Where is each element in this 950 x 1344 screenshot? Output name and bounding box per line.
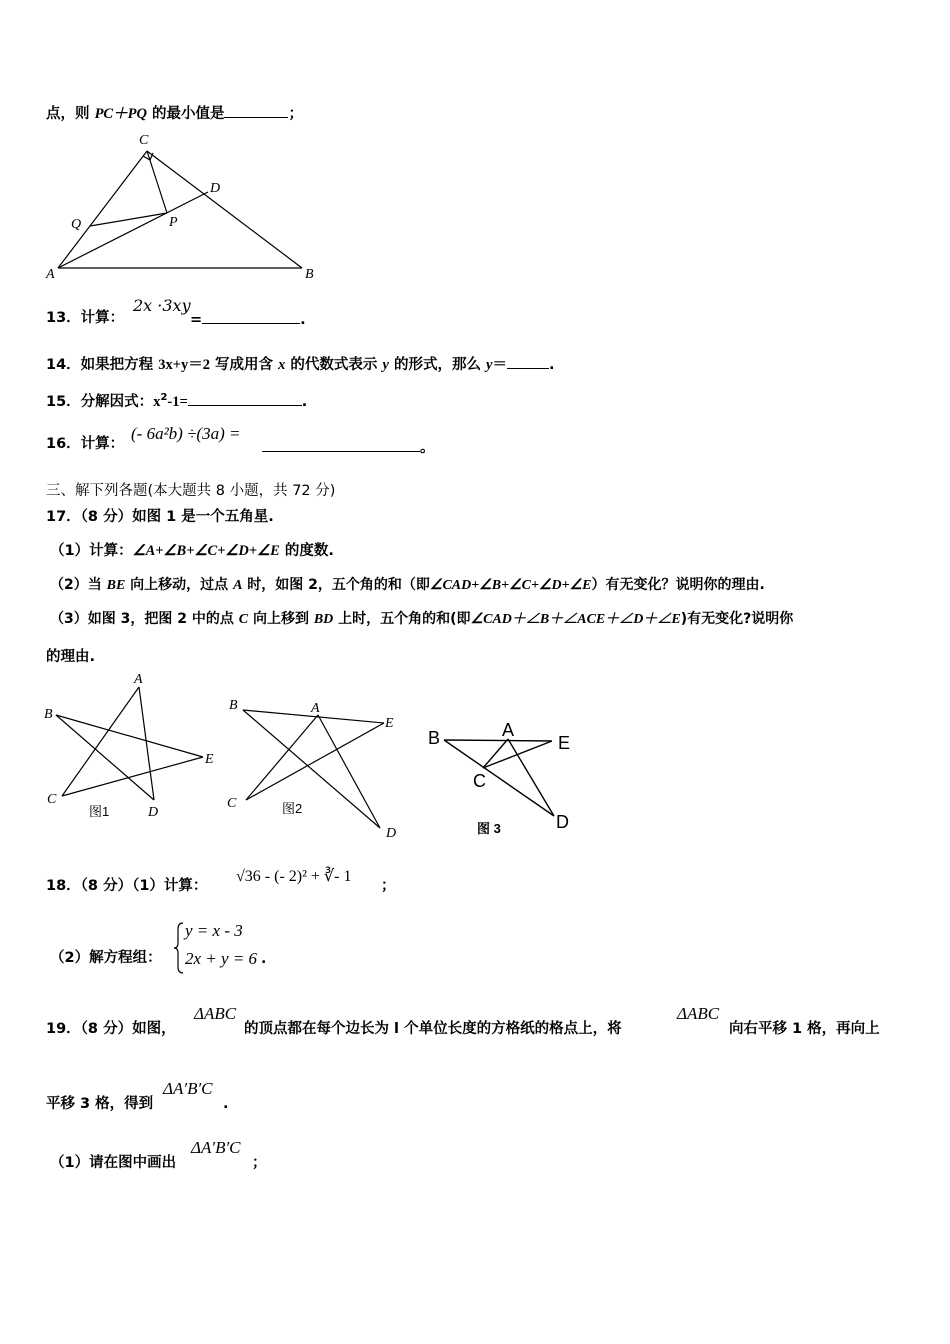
q19-line2-end: . (223, 1096, 229, 1112)
q17-p2-expr: ∠CAD+∠B+∠C+∠D+∠E (429, 578, 592, 593)
fig1-label-c: C (47, 792, 57, 807)
q14-end: . (548, 357, 555, 373)
q14-mid3: 的形式，那么 (388, 357, 487, 373)
q17-part1 (50, 541, 334, 561)
q17-p1-pre: （1）计算： (50, 543, 133, 559)
q19-tri4: ΔA′B′C (191, 1138, 241, 1157)
q18-sys-eq1: y = x - 3 (185, 921, 243, 940)
fig3-label-d: D (556, 812, 569, 832)
label-q: Q (71, 217, 82, 232)
q17-p2-b: 向上移动，过点 (125, 577, 234, 593)
q16-answer-blank[interactable] (262, 437, 420, 452)
q18-sys-eq2: 2x + y = 6 (185, 949, 258, 968)
q13-end: . (300, 312, 306, 328)
q16-label: 16．计算： (46, 436, 125, 452)
q13-eq: = (190, 312, 203, 328)
q15-end: . (301, 393, 308, 410)
q19-tri2: ΔABC (677, 1004, 720, 1023)
q14-mid1: 写成用含 (210, 357, 279, 373)
q17-p2-a: （2）当 (50, 577, 107, 593)
q18-head: 18．（8 分）（1）计算： (46, 878, 208, 894)
q17-p3-expr: ∠CAD＋∠B＋∠ACE＋∠D＋∠E (470, 612, 681, 627)
q17-p1-post: 的度数. (279, 543, 334, 559)
fig2-label-d: D (386, 826, 397, 841)
q17-p2-d: ）有无变化？说明你的理由. (591, 577, 765, 593)
q14-var-y: y (382, 357, 389, 373)
q17-head: 17．（8 分）如图 1 是一个五角星. (46, 509, 274, 525)
fig1-label-e: E (205, 752, 214, 767)
fig2-label-a: A (311, 701, 320, 716)
q16-answer (262, 436, 435, 457)
figure-q12-triangle (40, 128, 330, 283)
fig1-caption: 图1 (89, 804, 110, 819)
q13-answer-blank[interactable] (202, 309, 300, 324)
q15-pre: 15．分解因式： (46, 393, 154, 410)
q12-answer-blank[interactable] (224, 103, 288, 118)
q19-part1: （1）请在图中画出 (50, 1155, 177, 1171)
q17-p2-c: 时，如图 2，五个角的和（即 (242, 577, 430, 593)
q19-line2: 平移 3 格，得到 (46, 1096, 154, 1112)
q14-var-y2: y (486, 357, 493, 373)
q17-p1-expr: ∠A+∠B+∠C+∠D+∠E (132, 543, 280, 559)
segment-cb (147, 151, 302, 268)
q17-p3-d: 上时，五个角的和(即 (333, 611, 471, 627)
q13-answer (190, 309, 306, 330)
q14-pre: 14．如果把方程 (46, 357, 159, 373)
q18-part2: （2）解方程组： (50, 950, 162, 966)
label-a: A (46, 267, 55, 282)
fig2-caption: 图2 (282, 801, 303, 816)
question-15 (46, 388, 307, 412)
q15-sup: 2 (160, 392, 168, 403)
q19-tri3: ΔA′B′C (163, 1079, 213, 1098)
q12-pre: 点，则 (46, 106, 95, 122)
q15-answer-blank[interactable] (188, 391, 302, 406)
q19-mid: 的顶点都在每个边长为 l 个单位长度的方格纸的格点上，将 (244, 1021, 622, 1037)
q18-expr: √36 - (- 2)² + ∛- 1 (236, 868, 352, 885)
q18-end: ； (381, 878, 396, 894)
label-c: C (139, 133, 149, 148)
label-d: D (210, 181, 221, 196)
fig2-label-b: B (229, 698, 238, 713)
fig1-label-d: D (148, 805, 159, 820)
fig1-label-a: A (134, 672, 143, 687)
q17-p3-e: )有无变化?说明你 (680, 611, 794, 627)
q14-answer-blank[interactable] (507, 354, 549, 369)
fig1-label-b: B (44, 707, 53, 722)
figure-17-3 (422, 712, 592, 842)
q18-sys-end: . (261, 951, 267, 967)
figure-17-1 (40, 670, 230, 830)
fig3-label-c: C (473, 771, 486, 791)
question-16 (46, 434, 124, 454)
fig3-label-e: E (558, 733, 571, 753)
label-b: B (305, 267, 314, 282)
q19-tail: 向右平移 1 格，再向上 (729, 1021, 880, 1037)
q16-end: 。 (420, 440, 435, 456)
label-p: P (169, 215, 178, 230)
q17-part3-line2: 的理由. (46, 649, 96, 665)
question-13 (46, 308, 124, 328)
q14-eqn: 3x+y＝2 (158, 357, 210, 373)
q13-expr: 2x ·3xy (133, 296, 191, 315)
figure-17-2 (222, 690, 412, 840)
q17-p3-b: 向上移到 (248, 611, 314, 627)
q19-head: 19．（8 分）如图， (46, 1021, 176, 1037)
q14-mid2: 的代数式表示 (285, 357, 383, 373)
q12-expr: PC＋PQ (94, 106, 147, 122)
q15-tail: -1= (167, 393, 188, 410)
fig3-label-b: B (428, 728, 441, 748)
segment-qp (90, 213, 167, 226)
q17-part3 (50, 609, 793, 630)
q14-var-x: x (278, 357, 286, 373)
q15-base: x (153, 393, 161, 410)
section-3-heading: 三、解下列各题(本大题共 8 小题，共 72 分) (46, 483, 336, 499)
fig2-label-c: C (227, 796, 237, 811)
left-brace-icon (173, 921, 185, 975)
q17-part2 (50, 575, 765, 596)
q12-end: ； (288, 106, 303, 122)
q17-p3-c: C (238, 612, 249, 627)
fig2-label-e: E (385, 716, 394, 731)
q17-p2-be: BE (106, 578, 126, 593)
q16-expr: (- 6a²b) ÷(3a) = (131, 424, 241, 443)
fig3-caption: 图 3 (477, 821, 501, 836)
segment-ac (58, 151, 147, 268)
q19-tri1: ΔABC (194, 1004, 237, 1023)
q17-p2-a2: A (233, 578, 243, 593)
q12-tail (46, 103, 303, 124)
q19-part1-end: ； (252, 1155, 267, 1171)
q17-p3-bd: BD (313, 612, 334, 627)
question-14 (46, 354, 554, 375)
fig3-label-a: A (502, 720, 515, 740)
q13-label: 13．计算： (46, 310, 125, 326)
q17-p3-a: （3）如图 3，把图 2 中的点 (50, 611, 239, 627)
q14-eqsign: ＝ (492, 357, 507, 373)
q12-post: 的最小值是 (146, 106, 225, 122)
